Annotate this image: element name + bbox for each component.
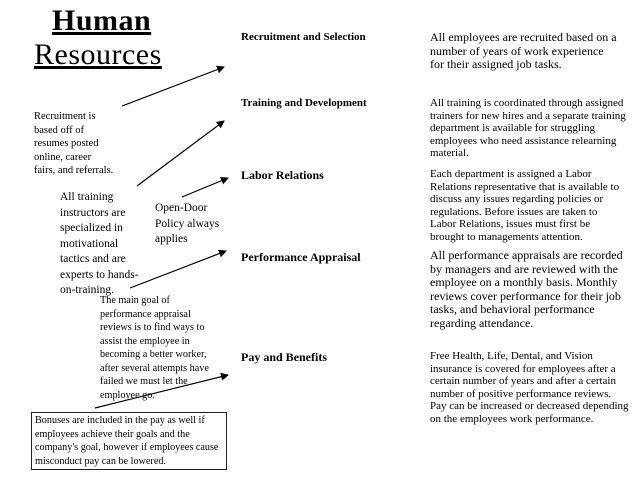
arrow-training xyxy=(137,121,224,186)
arrow-recruitment xyxy=(122,67,224,106)
heading-appraisal: Performance Appraisal xyxy=(241,250,361,264)
heading-labor: Labor Relations xyxy=(241,168,324,182)
appraisal-note: The main goal of performance appraisal reviews is to find ways to assist the employee in becoming a better worker, after several attempts have failed we must let the employee go. xyxy=(100,295,209,401)
recruitment-note: Recruitment is based off of resumes posted online, career fairs, and referrals. xyxy=(34,111,114,176)
page-title-line2: Resources xyxy=(34,38,162,71)
training-note: All training instructors are specialized in motivational tactics and are experts to hands-on-training. xyxy=(60,191,139,296)
description-training: All training is coordinated through assigned trainers for new hires and a separate training department is available for struggling employees who need assistance relearning material. xyxy=(430,97,626,159)
description-appraisal: All performance appraisals are recorded by managers and are reviewed with the employee on a monthly basis. Monthly reviews cover performance for their job tasks, and behavioral performance regarding attendance. xyxy=(430,248,623,330)
bonuses-note: Bonuses are included in the pay as well if employees achieve their goals and the company's goal, however if employees cause misconduct pay can be lowered. xyxy=(31,412,227,470)
open-door-note: Open-Door Policy always applies xyxy=(155,202,220,245)
heading-pay: Pay and Benefits xyxy=(241,350,328,364)
page-title-line1: Human xyxy=(52,4,152,37)
heading-recruitment: Recruitment and Selection xyxy=(241,31,366,43)
description-labor: Each department is assigned a Labor Relations representative that is available to discuss any issues regarding policies or regulations. Before issues are taken to Labor Relations, issues must first be brought to managements attention. xyxy=(430,168,620,243)
arrow-labor xyxy=(182,178,228,197)
heading-training: Training and Development xyxy=(241,97,367,109)
description-recruitment: All employees are recruited based on a number of years of work experience for their assigned job tasks. xyxy=(430,30,617,72)
description-pay: Free Health, Life, Dental, and Vision insurance is covered for employees after a certain number of years and after a certain number of positive performance reviews. Pay can be increased or decreased depending on the employees work performance. xyxy=(430,350,629,425)
arrow-pay xyxy=(95,375,228,408)
arrow-appraisal xyxy=(130,251,226,288)
